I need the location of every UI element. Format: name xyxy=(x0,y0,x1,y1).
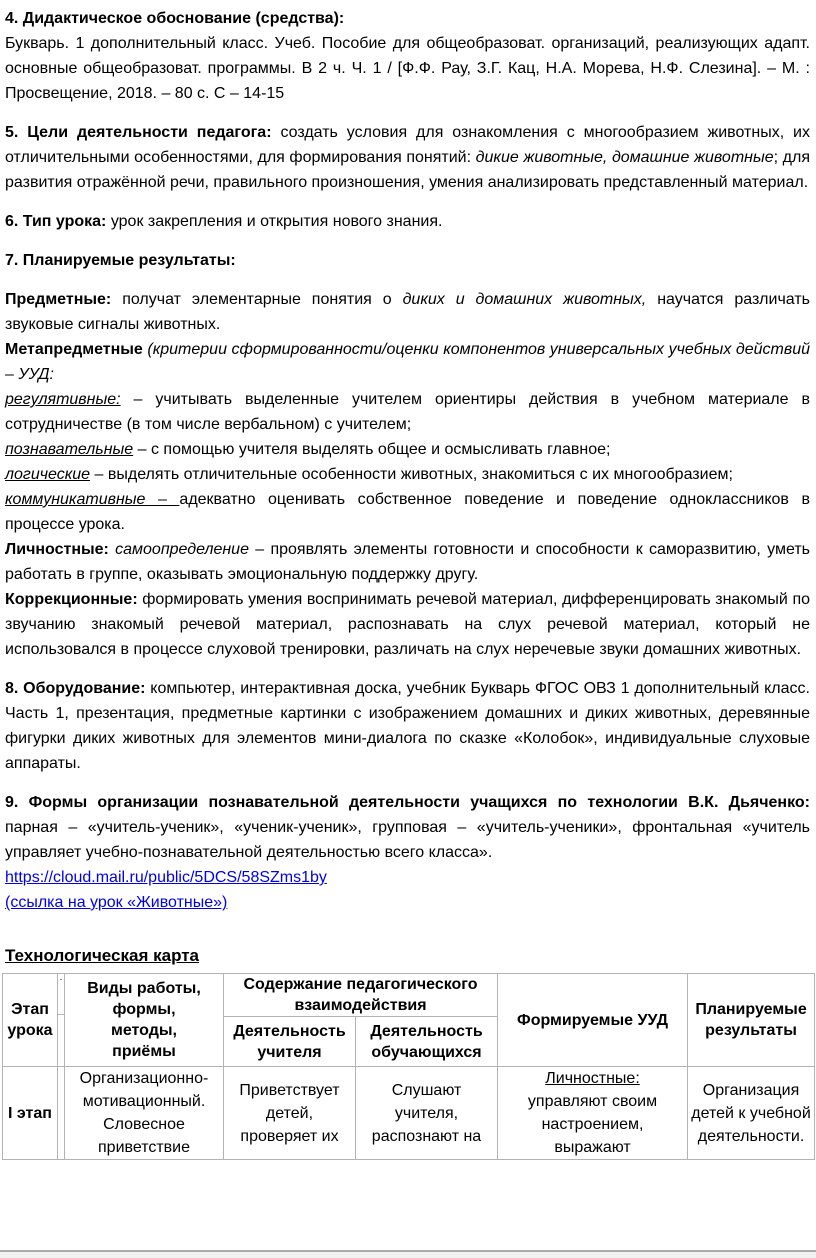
section-9-body: парная – «учитель-ученик», «ученик-ученик», групповая – «учитель-ученики», фронтальная «учитель управляет учебно-познавательной деятельностью всего класса». xyxy=(5,819,810,861)
cell-stage xyxy=(3,1067,58,1160)
section-6-lead: 6. Тип урока: xyxy=(5,213,107,230)
section-4-heading xyxy=(5,6,810,31)
cell-stage-text: I этап xyxy=(8,1104,52,1122)
header-uud-text: Формируемые УУД xyxy=(517,1011,668,1029)
poznavatelnye-term: познавательные xyxy=(5,441,134,458)
header-cell-content xyxy=(224,974,498,1017)
logicheskie-term: логические xyxy=(5,466,91,483)
table-title xyxy=(5,943,810,968)
lichnostnye-lead: Личностные: xyxy=(5,541,109,558)
spacer-cell xyxy=(58,1067,65,1160)
predmetnye-body2: научатся различать звуковые сигналы животных. xyxy=(5,291,810,333)
header-cell-stage xyxy=(3,974,58,1067)
header-students-text: Деятельность обучающихся xyxy=(370,1022,483,1061)
lichnostnye-italic: самоопределение xyxy=(108,541,249,558)
kommunikativnye-body: адекватно оценивать собственное поведение и поведение одноклассников в процессе урока. xyxy=(5,491,810,533)
cell-kinds xyxy=(65,1067,224,1160)
header-cell-dot xyxy=(58,974,65,1067)
table-row-stage-1 xyxy=(3,1067,815,1160)
cell-uud-term: Личностные: xyxy=(545,1070,640,1087)
header-cell-uud xyxy=(498,974,688,1067)
kommunikativnye-term: коммуникативные – xyxy=(5,491,180,508)
regulyativnye-body: – учитывать выделенные учителем ориентиры действия в учебном материале в сотрудничестве (в том числе вербальном) с учителем; xyxy=(5,391,810,433)
para-logicheskie xyxy=(5,462,810,487)
dot-mark: · xyxy=(58,974,64,1015)
header-results-text: Планируемые результаты xyxy=(695,1001,807,1039)
table-header-row-1 xyxy=(3,974,815,1017)
cell-teacher-text: Приветствует детей, проверяет их xyxy=(239,1081,340,1145)
cloud-link[interactable]: https://cloud.mail.ru/public/5DCS/58SZms1by xyxy=(5,869,327,886)
section-4-heading-text: 4. Дидактическое обоснование (средства): xyxy=(5,10,345,27)
section-8-body: компьютер, интерактивная доска, учебник Букварь ФГОС ОВЗ 1 дополнительный класс. Часть 1, презентация, предметные картинки с изображением домашних и диких животных, деревянные фигурки диких животных для элементов мини-диалога по сказке «Колобок», индивидуальные слуховые аппараты. xyxy=(5,680,810,772)
header-kinds-text: Виды работы, формы, методы, приёмы xyxy=(87,980,201,1060)
cell-students xyxy=(356,1067,498,1160)
para-metapredmetnye xyxy=(5,337,810,387)
cell-kinds-text: Организационно-мотивационный. Словесное приветствие xyxy=(79,1070,209,1156)
metapredmetnye-lead: Метапредметные xyxy=(5,341,143,358)
regulyativnye-term: регулятивные: xyxy=(5,391,121,408)
para-poznavatelnye xyxy=(5,437,810,462)
para-kommunikativnye xyxy=(5,487,810,537)
predmetnye-lead: Предметные: xyxy=(5,291,112,308)
predmetnye-body1: получат элементарные понятия о xyxy=(111,291,403,308)
header-cell-teacher xyxy=(224,1017,356,1067)
page-bottom-cut xyxy=(0,1250,816,1258)
section-5-body1: создать условия для ознакомления с многообразием животных, их отличительными особенностями, для формирования понятий: xyxy=(5,124,810,166)
section-6-body: урок закрепления и открытия нового знания. xyxy=(106,213,443,230)
cell-uud xyxy=(498,1067,688,1160)
section-5 xyxy=(5,120,810,195)
para-korrekcionnye xyxy=(5,587,810,662)
section-8 xyxy=(5,676,810,776)
section-7-heading xyxy=(5,248,810,273)
section-4-body-text: Букварь. 1 дополнительный класс. Учеб. Пособие для общеобразоват. организаций, реализующих адапт. основные общеобразоват. программы. В 2 ч. Ч. 1 / [Ф.Ф. Рау, З.Г. Кац, Н.А. Морева, Н.Ф. Слезина]. – М. : Просвещение, 2018. – 80 с. С – 14-15 xyxy=(5,35,810,102)
cell-results-text: Организация детей к учебной деятельности. xyxy=(691,1081,811,1145)
header-stage-text: Этап урока xyxy=(7,1001,53,1039)
korrekcionnye-lead: Коррекционные: xyxy=(5,591,138,608)
section-8-lead: 8. Оборудование: xyxy=(5,680,146,697)
header-cell-results xyxy=(688,974,815,1067)
para-predmetnye xyxy=(5,287,810,337)
cell-students-text: Слушают учителя, распознают на xyxy=(371,1081,482,1145)
header-teacher-text: Деятельность учителя xyxy=(233,1022,346,1061)
section-4-body xyxy=(5,31,810,106)
cell-uud-rest: управляют своим настроением, выражают xyxy=(527,1093,658,1156)
korrekcionnye-body: формировать умения воспринимать речевой материал, дифференцировать знакомый по звучанию знакомый речевой материал, распознавать на слух речевой материал, который не использовался в процессе слуховой тренировки, различать на слух неречевые звуки домашних животных. xyxy=(5,591,810,658)
header-content-text: Содержание педагогического взаимодействия xyxy=(243,976,478,1014)
section-9-lead: 9. Формы организации познавательной деятельности учащихся по технологии В.К. Дьяченко: xyxy=(5,794,810,811)
section-5-lead: 5. Цели деятельности педагога: xyxy=(5,124,272,141)
poznavatelnye-body: – с помощью учителя выделять общее и осмысливать главное; xyxy=(133,441,611,458)
lesson-link-caption[interactable]: (ссылка на урок «Животные») xyxy=(5,894,228,911)
tech-map-table xyxy=(2,973,815,1160)
section-6 xyxy=(5,209,810,234)
cell-results xyxy=(688,1067,815,1160)
header-cell-kinds xyxy=(65,974,224,1067)
section-7-heading-text: 7. Планируемые результаты: xyxy=(5,252,236,269)
table-title-text: Технологическая карта xyxy=(5,946,200,965)
section-5-italic: дикие животные, домашние животные xyxy=(475,149,774,166)
section-5-body2: ; для развития отражённой речи, правильного произношения, умения анализировать представленный материал. xyxy=(5,149,811,191)
para-lichnostnye xyxy=(5,537,810,587)
cell-teacher xyxy=(224,1067,356,1160)
logicheskie-body: – выделять отличительные особенности животных, знакомиться с их многообразием; xyxy=(90,466,733,483)
predmetnye-italic: диких и домашних животных, xyxy=(402,291,647,308)
lichnostnye-body: – проявлять элементы готовности и способности к саморазвитию, уметь работать в группе, оказывать эмоциональную поддержку другу. xyxy=(5,541,811,583)
header-cell-students xyxy=(356,1017,498,1067)
section-9 xyxy=(5,790,810,865)
metapredmetnye-italic: (критерии сформированности/оценки компонентов универсальных учебных действий – УУД: xyxy=(5,341,810,383)
para-regulyativnye xyxy=(5,387,810,437)
